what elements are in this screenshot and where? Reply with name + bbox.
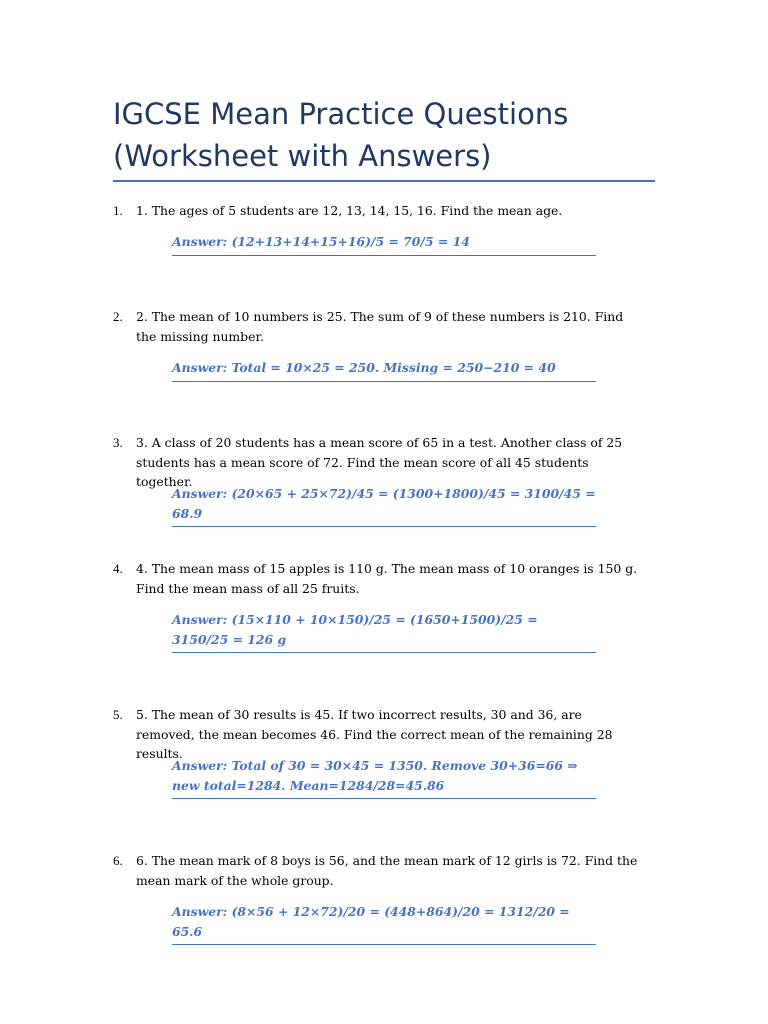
question-number: 5.: [113, 707, 123, 722]
answer-text: Answer: (20×65 + 25×72)/45 = (1300+1800)/45 = 3100/45 = 68.9: [172, 484, 596, 527]
question-number: 2.: [113, 309, 123, 324]
question-text: 1. The ages of 5 students are 12, 13, 14, 15, 16. Find the mean age.: [136, 203, 563, 218]
title-divider: [113, 180, 655, 182]
question-text: 4. The mean mass of 15 apples is 110 g. The mean mass of 10 oranges is 150 g. Find the mean mass of all 25 fruits.: [136, 561, 638, 596]
question-number: 6.: [113, 853, 123, 868]
question-number: 4.: [113, 561, 123, 576]
question-text: 3. A class of 20 students has a mean score of 65 in a test. Another class of 25 students has a mean score of 72. Find the mean score of all 45 students together.: [136, 435, 623, 489]
answer-text: Answer: (15×110 + 10×150)/25 = (1650+1500)/25 = 3150/25 = 126 g: [172, 610, 596, 653]
question-number: 3.: [113, 435, 123, 450]
question-number: 1.: [113, 203, 123, 218]
answer-text: Answer: Total of 30 = 30×45 = 1350. Remove 30+36=66 ⇒ new total=1284. Mean=1284/28=45.86: [172, 756, 596, 799]
question-text: 5. The mean of 30 results is 45. If two incorrect results, 30 and 36, are removed, the mean becomes 46. Find the correct mean of the remaining 28 results.: [136, 707, 613, 761]
answer-text: Answer: Total = 10×25 = 250. Missing = 250−210 = 40: [172, 358, 596, 382]
answer-text: Answer: (8×56 + 12×72)/20 = (448+864)/20 = 1312/20 = 65.6: [172, 902, 596, 945]
answer-text: Answer: (12+13+14+15+16)/5 = 70/5 = 14: [172, 232, 596, 256]
question-text: 6. The mean mark of 8 boys is 56, and the mean mark of 12 girls is 72. Find the mean mark of the whole group.: [136, 853, 638, 888]
page-title: IGCSE Mean Practice Questions (Worksheet with Answers): [113, 97, 569, 173]
question-text: 2. The mean of 10 numbers is 25. The sum of 9 of these numbers is 210. Find the missing number.: [136, 309, 624, 344]
